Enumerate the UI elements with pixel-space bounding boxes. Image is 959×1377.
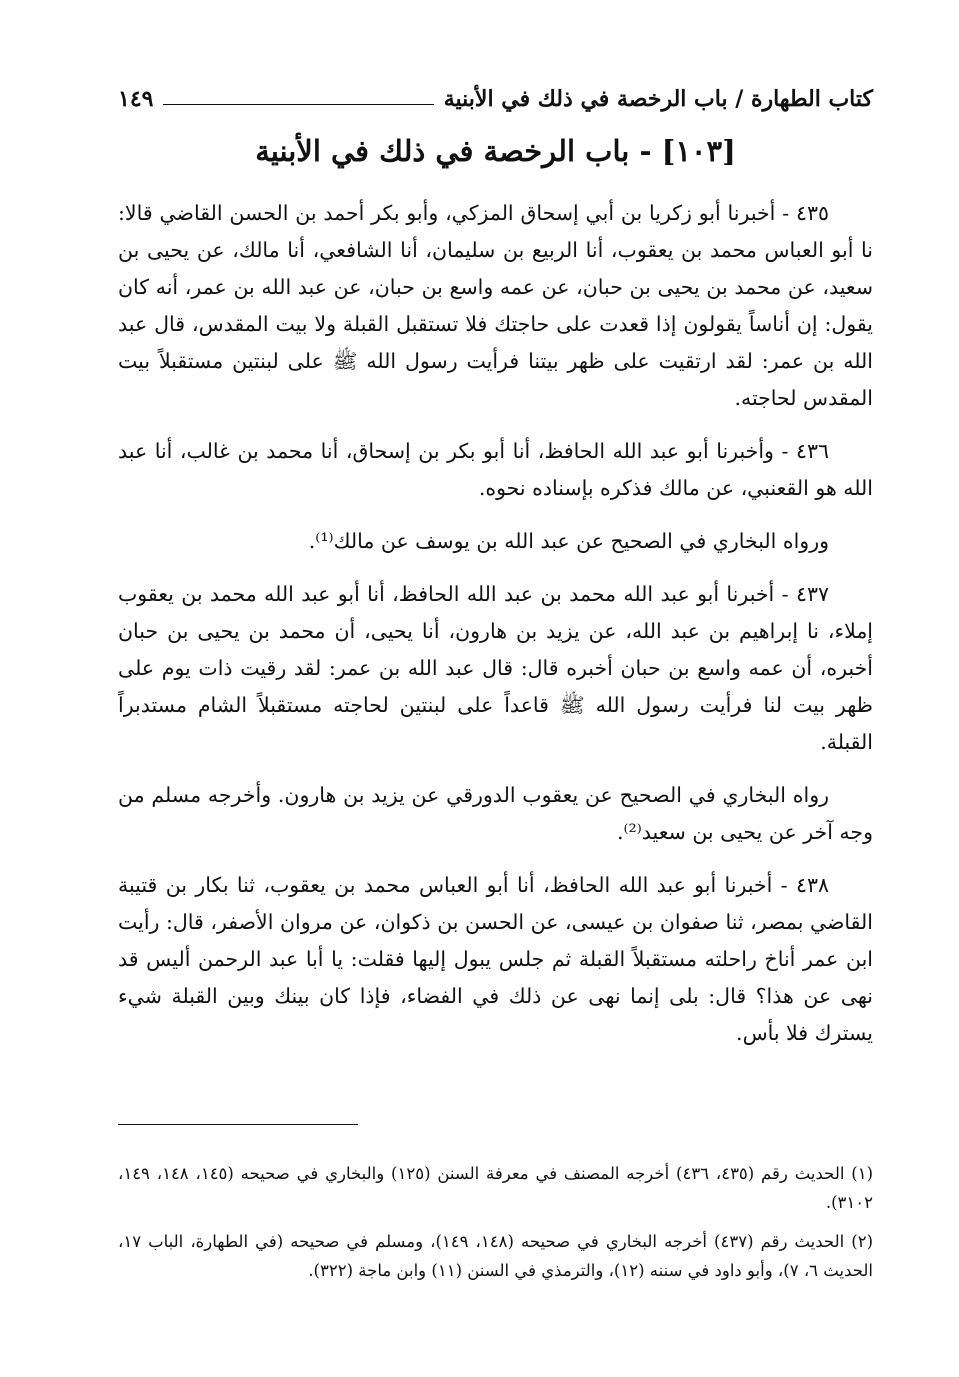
footnote: (١) الحديث رقم (٤٣٥، ٤٣٦) أخرجه المصنف في معرفة السنن (١٢٥) والبخاري في صحيحه (١٤٥، ١٤٨، ١٤٩، ٣١٠٢). [118, 1163, 873, 1212]
running-header [118, 74, 873, 112]
footnote-separator-wrap [118, 1086, 873, 1143]
hadith-paragraph: ٤٣٦ - وأخبرنا أبو عبد الله الحافظ، أنا أبو بكر بن إسحاق، أنا محمد بن غالب، أنا عبد الله هو القعنبي، عن مالك فذكره بإسناده نحوه. [118, 438, 873, 500]
body-text [118, 195, 873, 1052]
footnote-separator [118, 1124, 358, 1125]
footnote: (٢) الحديث رقم (٤٣٧) أخرجه البخاري في صحيحه (١٤٨، ١٤٩)، ومسلم في صحيحه (في الطهارة، الباب ١٧، الحديث ٦، ٧)، وأبو داود في سننه (١٢)، والترمذي في السنن (١١) وابن ماجة (٣٢٢). [118, 1231, 873, 1280]
hadith-paragraph: ورواه البخاري في الصحيح عن عبد الله بن يوسف عن مالك⁽¹⁾. [308, 528, 829, 553]
hadith-paragraph: ٤٣٨ - أخبرنا أبو عبد الله الحافظ، أنا أبو العباس محمد بن يعقوب، ثنا بكار بن قتيبة القاضي بمصر، ثنا صفوان بن عيسى، عن الحسن بن ذكوان، عن مروان الأصفر، قال: رأيت ابن عمر أناخ راحلته مستقبلاً القبلة ثم جلس يبول إليها فقلت: يا أبا عبد الرحمن أليس قد نهى عن هذا؟ قال: بلى إنما نهى عن ذلك في الفضاء، فإذا كان بينك وبين القبلة شيء يسترك فلا بأس. [118, 872, 873, 1045]
hadith-paragraph: ٤٣٧ - أخبرنا أبو عبد الله محمد بن عبد الله الحافظ، أنا أبو عبد الله محمد بن يعقوب إملاء، نا إبراهيم بن عبد الله، عن يزيد بن هارون، أنا يحيى، أن محمد بن يحيى بن حبان أخبره، أن عمه واسع بن حبان أخبره قال: قال عبد الله بن عمر: لقد رقيت ذات يوم على ظهر بيت لنا فرأيت رسول الله ﷺ قاعداً على لبنتين لحاجته مستقبلاً الشام مستدبراً القبلة. [118, 581, 873, 754]
footnotes [118, 1159, 873, 1285]
hadith-paragraph: رواه البخاري في الصحيح عن يعقوب الدورقي عن يزيد بن هارون. وأخرجه مسلم من وجه آخر عن يحيى بن سعيد⁽²⁾. [118, 782, 873, 844]
page-number: ١٤٩ [118, 86, 154, 112]
header-rule [163, 104, 433, 105]
hadith-paragraph: ٤٣٥ - أخبرنا أبو زكريا بن أبي إسحاق المزكي، وأبو بكر أحمد بن الحسن القاضي قالا: نا أبو العباس محمد بن يعقوب، أنا الربيع بن سليمان، أنا الشافعي، أنا مالك، عن يحيى بن سعيد، عن محمد بن يحيى بن حبان، عن عمه واسع بن حبان، عن عبد الله بن عمر، أنه كان يقول: إن أناساً يقولون إذا قعدت على حاجتك فلا تستقبل القبلة ولا بيت المقدس، قال عبد الله بن عمر: لقد ارتقيت على ظهر بيتنا فرأيت رسول الله ﷺ على لبنتين مستقبلاً بيت المقدس لحاجته. [118, 200, 873, 410]
running-header-title: كتاب الطهارة / باب الرخصة في ذلك في الأبنية [443, 86, 873, 112]
chapter-title: [١٠٣] - باب الرخصة في ذلك في الأبنية [255, 134, 736, 168]
